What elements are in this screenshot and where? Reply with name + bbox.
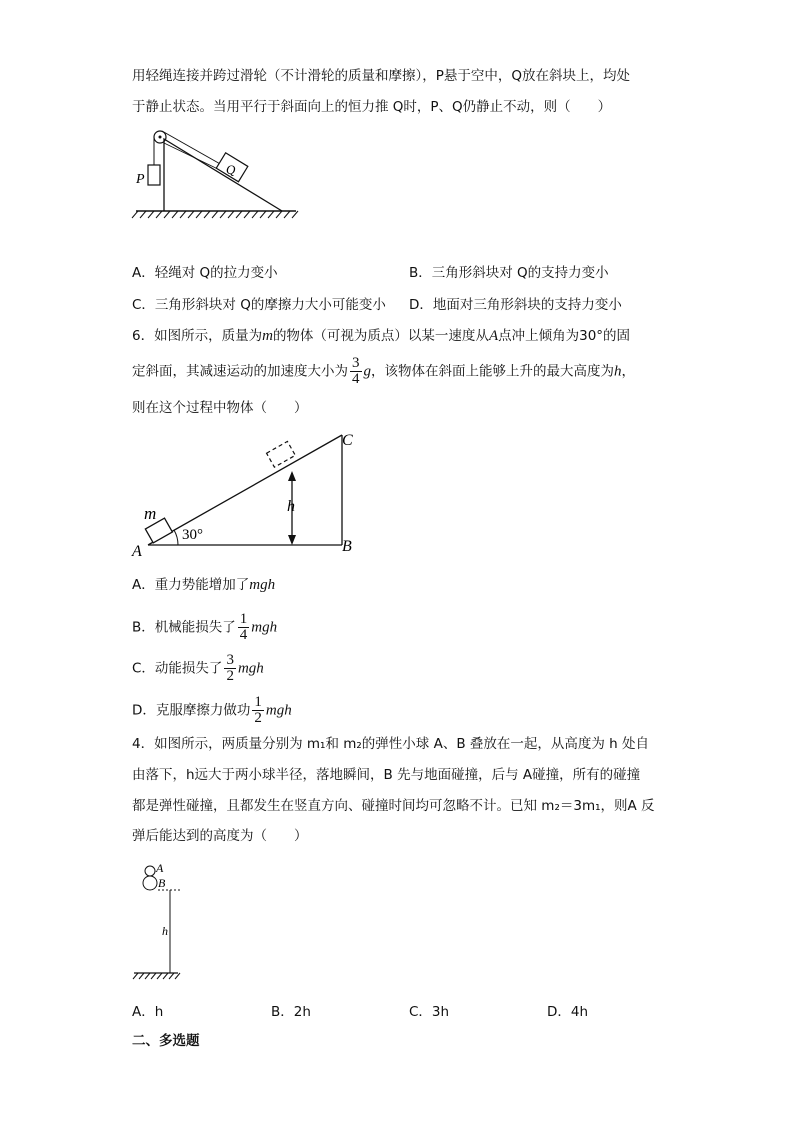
q4-text-line-4: 弹后能达到的高度为（ ） <box>132 828 308 844</box>
label-p: P <box>136 172 145 187</box>
q6-text-line-2: 定斜面，其减速运动的加速度大小为 $\frac{3}{4}$ g，该物体在斜面上能够上升的最大高度为h， <box>132 355 635 387</box>
label-a: A <box>132 543 142 560</box>
q5-option-b: B．三角形斜块对 Q的支持力变小 <box>409 265 609 281</box>
label-q: Q <box>226 162 236 177</box>
label-ball-a: A <box>156 861 164 875</box>
q6-option-a: A．重力势能增加了mgh <box>132 577 276 593</box>
q6-figure-incline <box>130 425 370 560</box>
q6-option-c: C．动能损失了 $\frac{3}{2}$ mgh <box>132 652 264 684</box>
label-c: C <box>342 432 353 449</box>
q4-option-a: A．h <box>132 1004 164 1020</box>
q4-figure-falling-balls <box>130 860 210 985</box>
label-angle: 30° <box>182 527 203 543</box>
q5-text-line-2: 于静止状态。当用平行于斜面向上的恒力推 Q时，P、Q仍静止不动，则（ ） <box>132 99 612 115</box>
q4-option-b: B．2h <box>271 1004 311 1020</box>
q5-option-d: D．地面对三角形斜块的支持力变小 <box>409 297 622 313</box>
q6-option-d: D．克服摩擦力做功 $\frac{1}{2}$ mgh <box>132 694 292 726</box>
label-b: B <box>342 538 352 555</box>
q4-text-line-1: 4．如图所示，两质量分别为 m₁和 m₂的弹性小球 A、B 叠放在一起，从高度为 h 处自 <box>132 736 650 752</box>
q6-option-b: B．机械能损失了 $\frac{1}{4}$ mgh <box>132 611 278 643</box>
q4-text-line-3: 都是弹性碰撞，且都发生在竖直方向、碰撞时间均可忽略不计。已知 m₂＝3m₁，则A 反 <box>132 798 655 814</box>
fraction-three-quarters: $\frac{3}{4}$ <box>352 355 360 387</box>
q5-option-a: A．轻绳对 Q的拉力变小 <box>132 265 278 281</box>
q5-figure-pulley-incline <box>130 125 310 225</box>
q5-option-c: C．三角形斜块对 Q的摩擦力大小可能变小 <box>132 297 386 313</box>
q6-text-line-3: 则在这个过程中物体（ ） <box>132 400 308 416</box>
label-height: h <box>162 924 168 938</box>
q4-option-d: D．4h <box>547 1004 589 1020</box>
section-title: 二、多选题 <box>132 1033 200 1049</box>
q4-option-c: C．3h <box>409 1004 450 1020</box>
label-ball-b: B <box>158 876 166 890</box>
q6-text-line-1: 6．如图所示，质量为m的物体（可视为质点）以某一速度从A点冲上倾角为30°的固 <box>132 328 631 344</box>
label-h: h <box>287 498 295 515</box>
label-m: m <box>144 504 157 523</box>
q4-text-line-2: 由落下，h远大于两小球半径，落地瞬间，B 先与地面碰撞，后与 A碰撞，所有的碰撞 <box>132 767 641 783</box>
q5-text-line-1: 用轻绳连接并跨过滑轮（不计滑轮的质量和摩擦），P悬于空中，Q放在斜块上，均处 <box>132 68 631 84</box>
